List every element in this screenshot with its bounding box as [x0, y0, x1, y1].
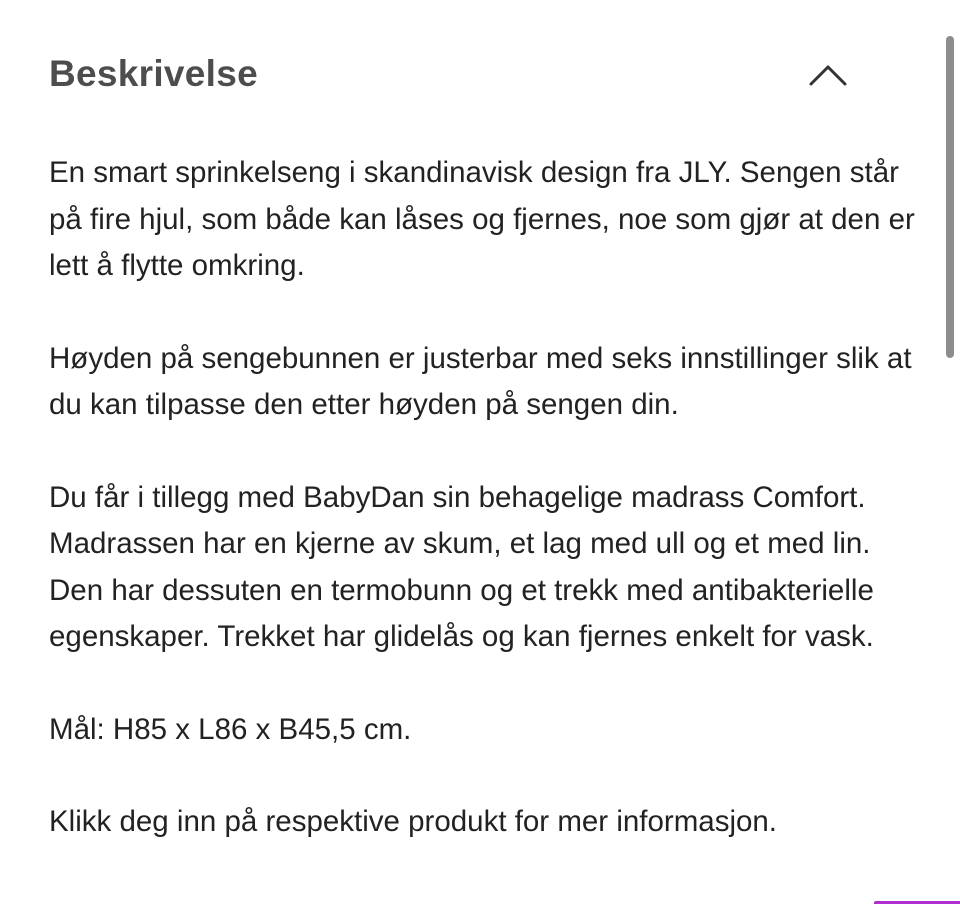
more-info-text: Klikk deg inn på respektive produkt for mer informasjon.: [49, 805, 778, 838]
description-paragraph: Du får i tillegg med BabyDan sin behagelige madrass Comfort. Madrassen har en kjerne av skum, et lag med ull og et med lin. Den har dessuten en termobunn og et trekk med antibakterielle egenskaper. Trekket har glidelås og kan fjernes enkelt for vask.: [49, 480, 874, 653]
description-paragraph: En smart sprinkelseng i skandinavisk design fra JLY. Sengen står på fire hjul, som både kan låses og fjernes, noe som gjør at den er lett å flytte omkring.: [49, 156, 915, 282]
chevron-up-icon[interactable]: [808, 59, 848, 89]
dimensions-text: Mål: H85 x L86 x B45,5 cm.: [49, 712, 412, 746]
section-title: Beskrivelse: [49, 53, 259, 94]
accordion-header[interactable]: [49, 48, 869, 100]
description-paragraph: Høyden på sengebunnen er justerbar med seks innstillinger slik at du kan tilpasse den etter høyden på sengen din.: [49, 341, 912, 421]
scrollbar-thumb[interactable]: [946, 36, 954, 358]
description-body: [49, 150, 919, 892]
